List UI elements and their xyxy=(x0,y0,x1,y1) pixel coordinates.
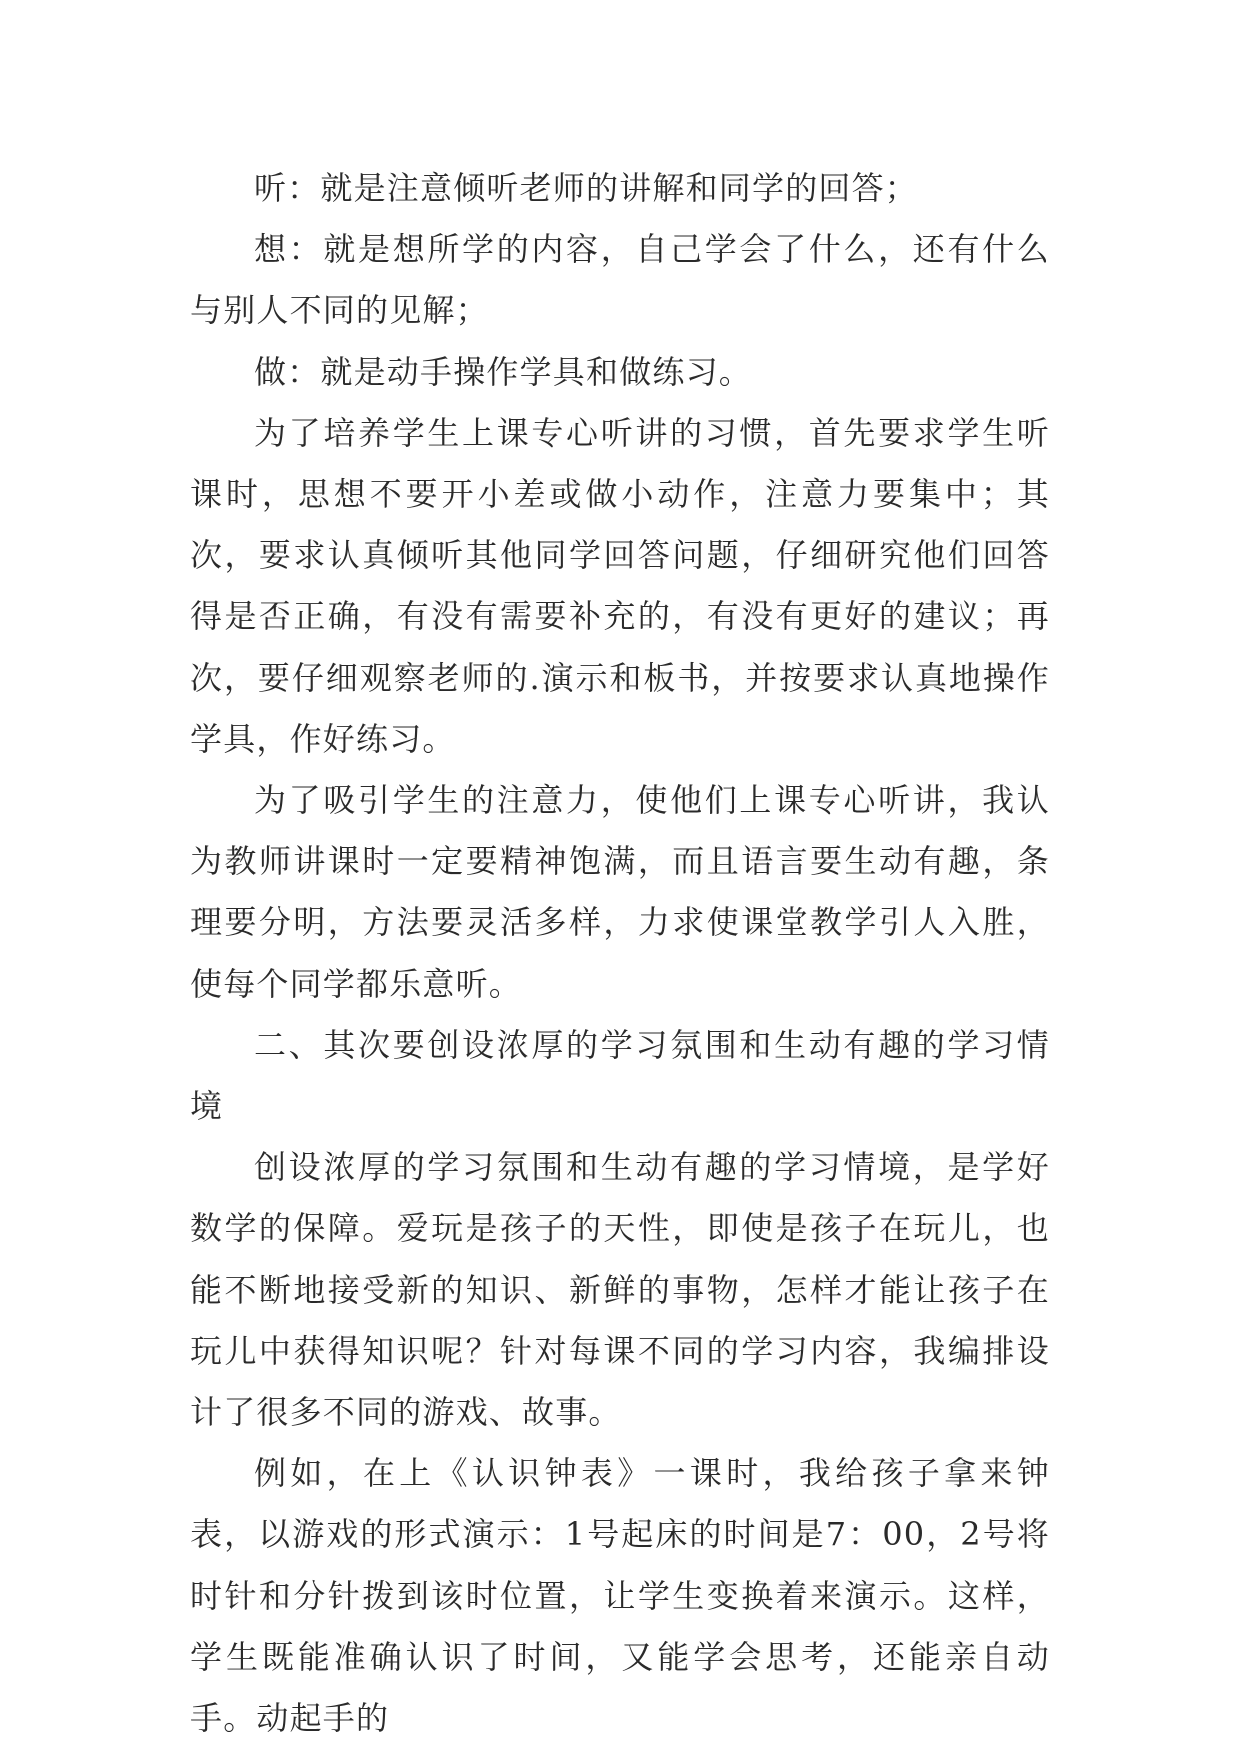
section-heading-2: 二、其次要创设浓厚的学习氛围和生动有趣的学习情境 xyxy=(190,1025,1050,1126)
document-body xyxy=(190,158,1050,1749)
paragraph-do: 做：就是动手操作学具和做练习。 xyxy=(254,352,753,391)
paragraph-listening-habit: 为了培养学生上课专心听讲的习惯，首先要求学生听课时，思想不要开小差或做小动作，注意力要集中；其次，要求认真倾听其他同学回答问题，仔细研究他们回答得是否正确，有没有需要补充的，有没有更好的建议；再次，要仔细观察老师的.演示和板书，并按要求认真地操作学具，作好练习。 xyxy=(190,413,1050,758)
paragraph-learning-atmosphere: 创设浓厚的学习氛围和生动有趣的学习情境，是学好数学的保障。爱玩是孩子的天性，即使是孩子在玩儿，也能不断地接受新的知识、新鲜的事物，怎样才能让孩子在玩儿中获得知识呢？针对每课不同的学习内容，我编排设计了很多不同的游戏、故事。 xyxy=(190,1148,1050,1432)
paragraph-clock-example: 例如，在上《认识钟表》一课时，我给孩子拿来钟表，以游戏的形式演示：1号起床的时间是7：00，2号将时针和分针拨到该时位置，让学生变换着来演示。这样，学生既能准确认识了时间，又能学会思考，还能亲自动手。动起手的 xyxy=(190,1454,1050,1738)
paragraph-listen: 听：就是注意倾听老师的讲解和同学的回答； xyxy=(254,169,919,207)
paragraph-attention: 为了吸引学生的注意力，使他们上课专心听讲，我认为教师讲课时一定要精神饱满，而且语言要生动有趣，条理要分明，方法要灵活多样，力求使课堂教学引人入胜，使每个同学都乐意听。 xyxy=(190,781,1050,1003)
paragraph-think: 想：就是想所学的内容，自己学会了什么，还有什么与别人不同的见解； xyxy=(190,230,1050,330)
